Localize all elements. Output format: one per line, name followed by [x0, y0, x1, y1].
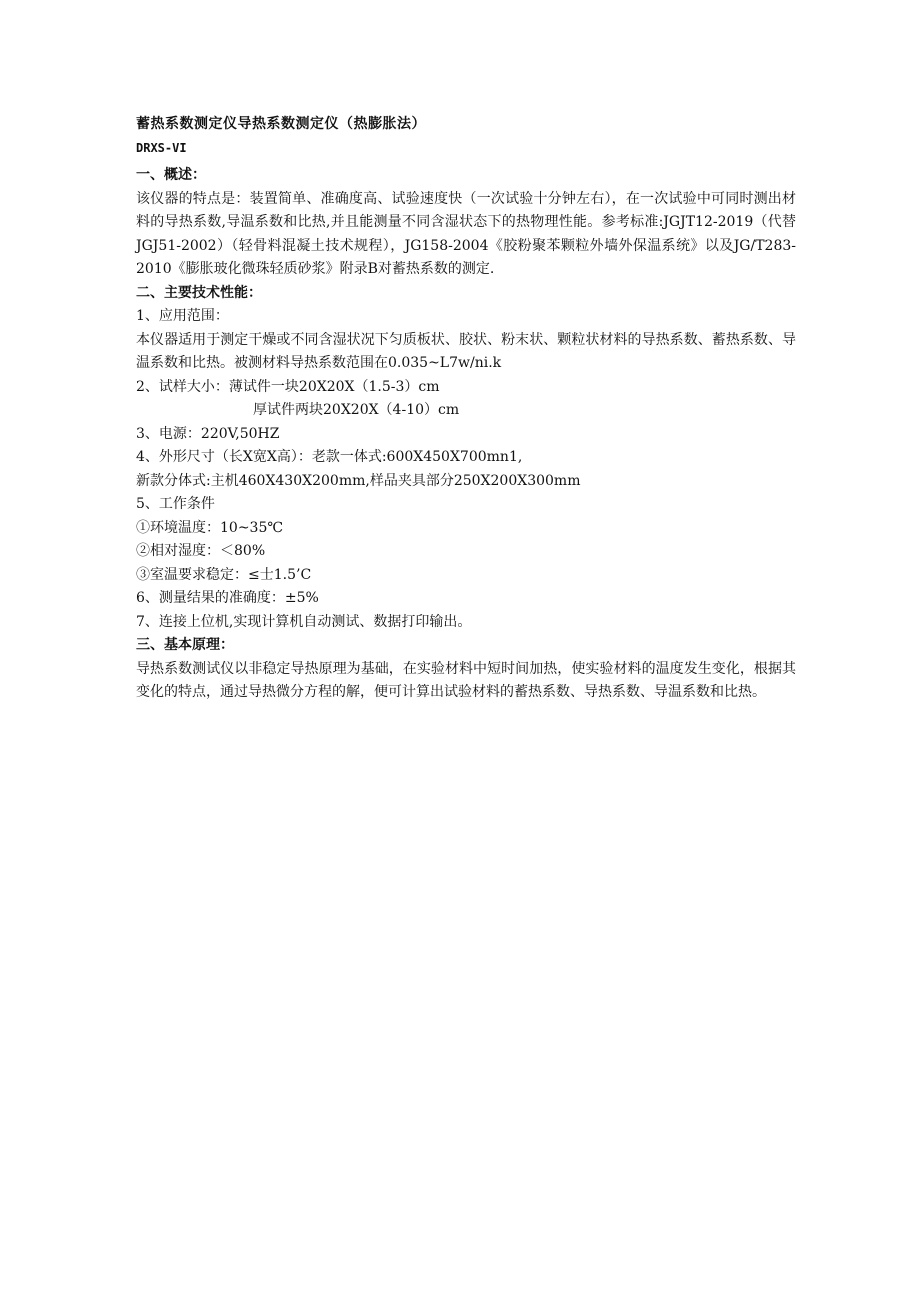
spec-power: 3、电源：220V,50HZ	[136, 425, 280, 442]
spec-accuracy: 6、测量结果的准确度：±5%	[136, 590, 319, 606]
condition-room-stability: ③室温要求稳定：≤士1.5’C	[136, 566, 312, 583]
spec-sample-size-line1: 2、试样大小：薄试件一块20X20X（1.5-3）cm	[136, 378, 440, 395]
spec-dimensions-line2: 新款分体式:主机460X430X200mm,样品夹具部分250X200X300mm	[136, 472, 581, 489]
condition-temperature: ①环境温度：10~35℃	[136, 519, 284, 536]
spec-working-conditions: 5、工作条件	[136, 496, 215, 512]
model-number: DRXS-VI	[136, 141, 187, 155]
section-overview-paragraph: 该仪器的特点是：装置简单、准确度高、试验速度快（一次试验十分钟左右），在一次试验中可同时测出材料的导热系数,导温系数和比热,并且能测量不同含湿状态下的热物理性能。参考标准:JGJT12-2019（代替JGJ51-2002）（轻骨料混凝土技术规程），JG158-2004《胶粉聚苯颗粒外墙外保温系统》以及JG/T283-2010《膨胀玻化微珠轻质砂浆》附录B对蓄热系数的测定.	[136, 190, 796, 277]
section-specs-heading: 二、主要技术性能：	[136, 284, 262, 301]
section-overview-heading: 一、概述：	[136, 167, 206, 183]
spec-sample-size-line2: 厚试件两块20X20X（4-10）cm	[253, 402, 460, 418]
spec-connectivity: 7、连接上位机,实现计算机自动测试、数据打印输出。	[136, 613, 472, 630]
condition-humidity: ②相对湿度：＜80%	[136, 543, 266, 559]
document-title: 蓄热系数测定仪导热系数测定仪（热膨胀法）	[136, 116, 426, 132]
document-page	[136, 114, 796, 705]
spec-dimensions-line1: 4、外形尺寸（长X宽X高）：老款一体式:600X450X700mn1,	[136, 449, 523, 465]
section-principle-paragraph: 导热系数测试仪以非稳定导热原理为基础，在实验材料中短时间加热，使实验材料的温度发生变化，根据其变化的特点，通过导热微分方程的解，便可计算出试验材料的蓄热系数、导热系数、导温系数和比热。	[136, 660, 796, 700]
section-principle-heading: 三、基本原理：	[136, 637, 234, 653]
spec-application-text: 本仪器适用于测定干燥或不同含湿状况下匀质板状、胶状、粉末状、颗粒状材料的导热系数、蓄热系数、导温系数和比热。被测材料导热系数范围在0.035~L7w/ni.k	[136, 331, 796, 371]
spec-application-label: 1、应用范围：	[136, 308, 229, 324]
